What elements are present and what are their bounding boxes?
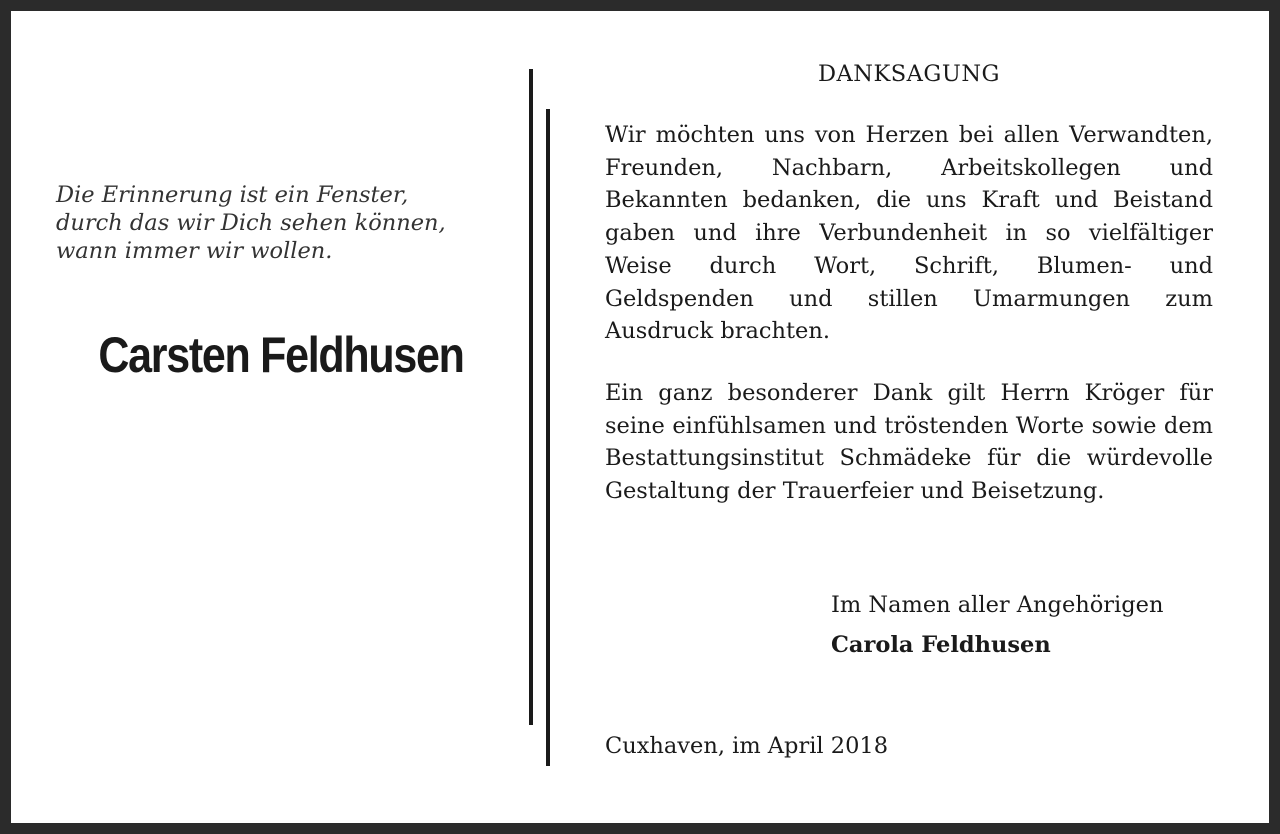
deceased-name: Carsten Feldhusen — [98, 327, 464, 383]
signature-name: Carola Feldhusen — [831, 632, 1051, 658]
obituary-notice — [11, 11, 1269, 823]
thanks-paragraph-1: Wir möchten uns von Herzen bei allen Verwandten, Freunden, Nachbarn, Arbeitskollegen und Bekannten bedanken, die uns Kraft und Beistand gaben und ihre Verbundenheit in so vielfältiger Weise durch Wort, Schrift, Blumen- und Geldspenden und stillen Umarmungen zum Ausdruck brachten. — [605, 122, 1213, 345]
divider-line-left — [529, 69, 533, 725]
signature-line: Im Namen aller Angehörigen — [831, 592, 1164, 618]
divider-line-right — [546, 109, 550, 766]
place-date: Cuxhaven, im April 2018 — [605, 733, 889, 759]
thanks-paragraph-2: Ein ganz besonderer Dank gilt Herrn Kröger für seine einfühlsamen und tröstenden Worte sowie dem Bestattungsinstitut Schmädeke für die würdevolle Gestaltung der Trauerfeier und Beisetzung. — [605, 380, 1213, 505]
memorial-quote: Die Erinnerung ist ein Fenster, durch das wir Dich sehen können, wann immer wir wollen. — [56, 182, 446, 264]
notice-heading: DANKSAGUNG — [817, 61, 1001, 87]
